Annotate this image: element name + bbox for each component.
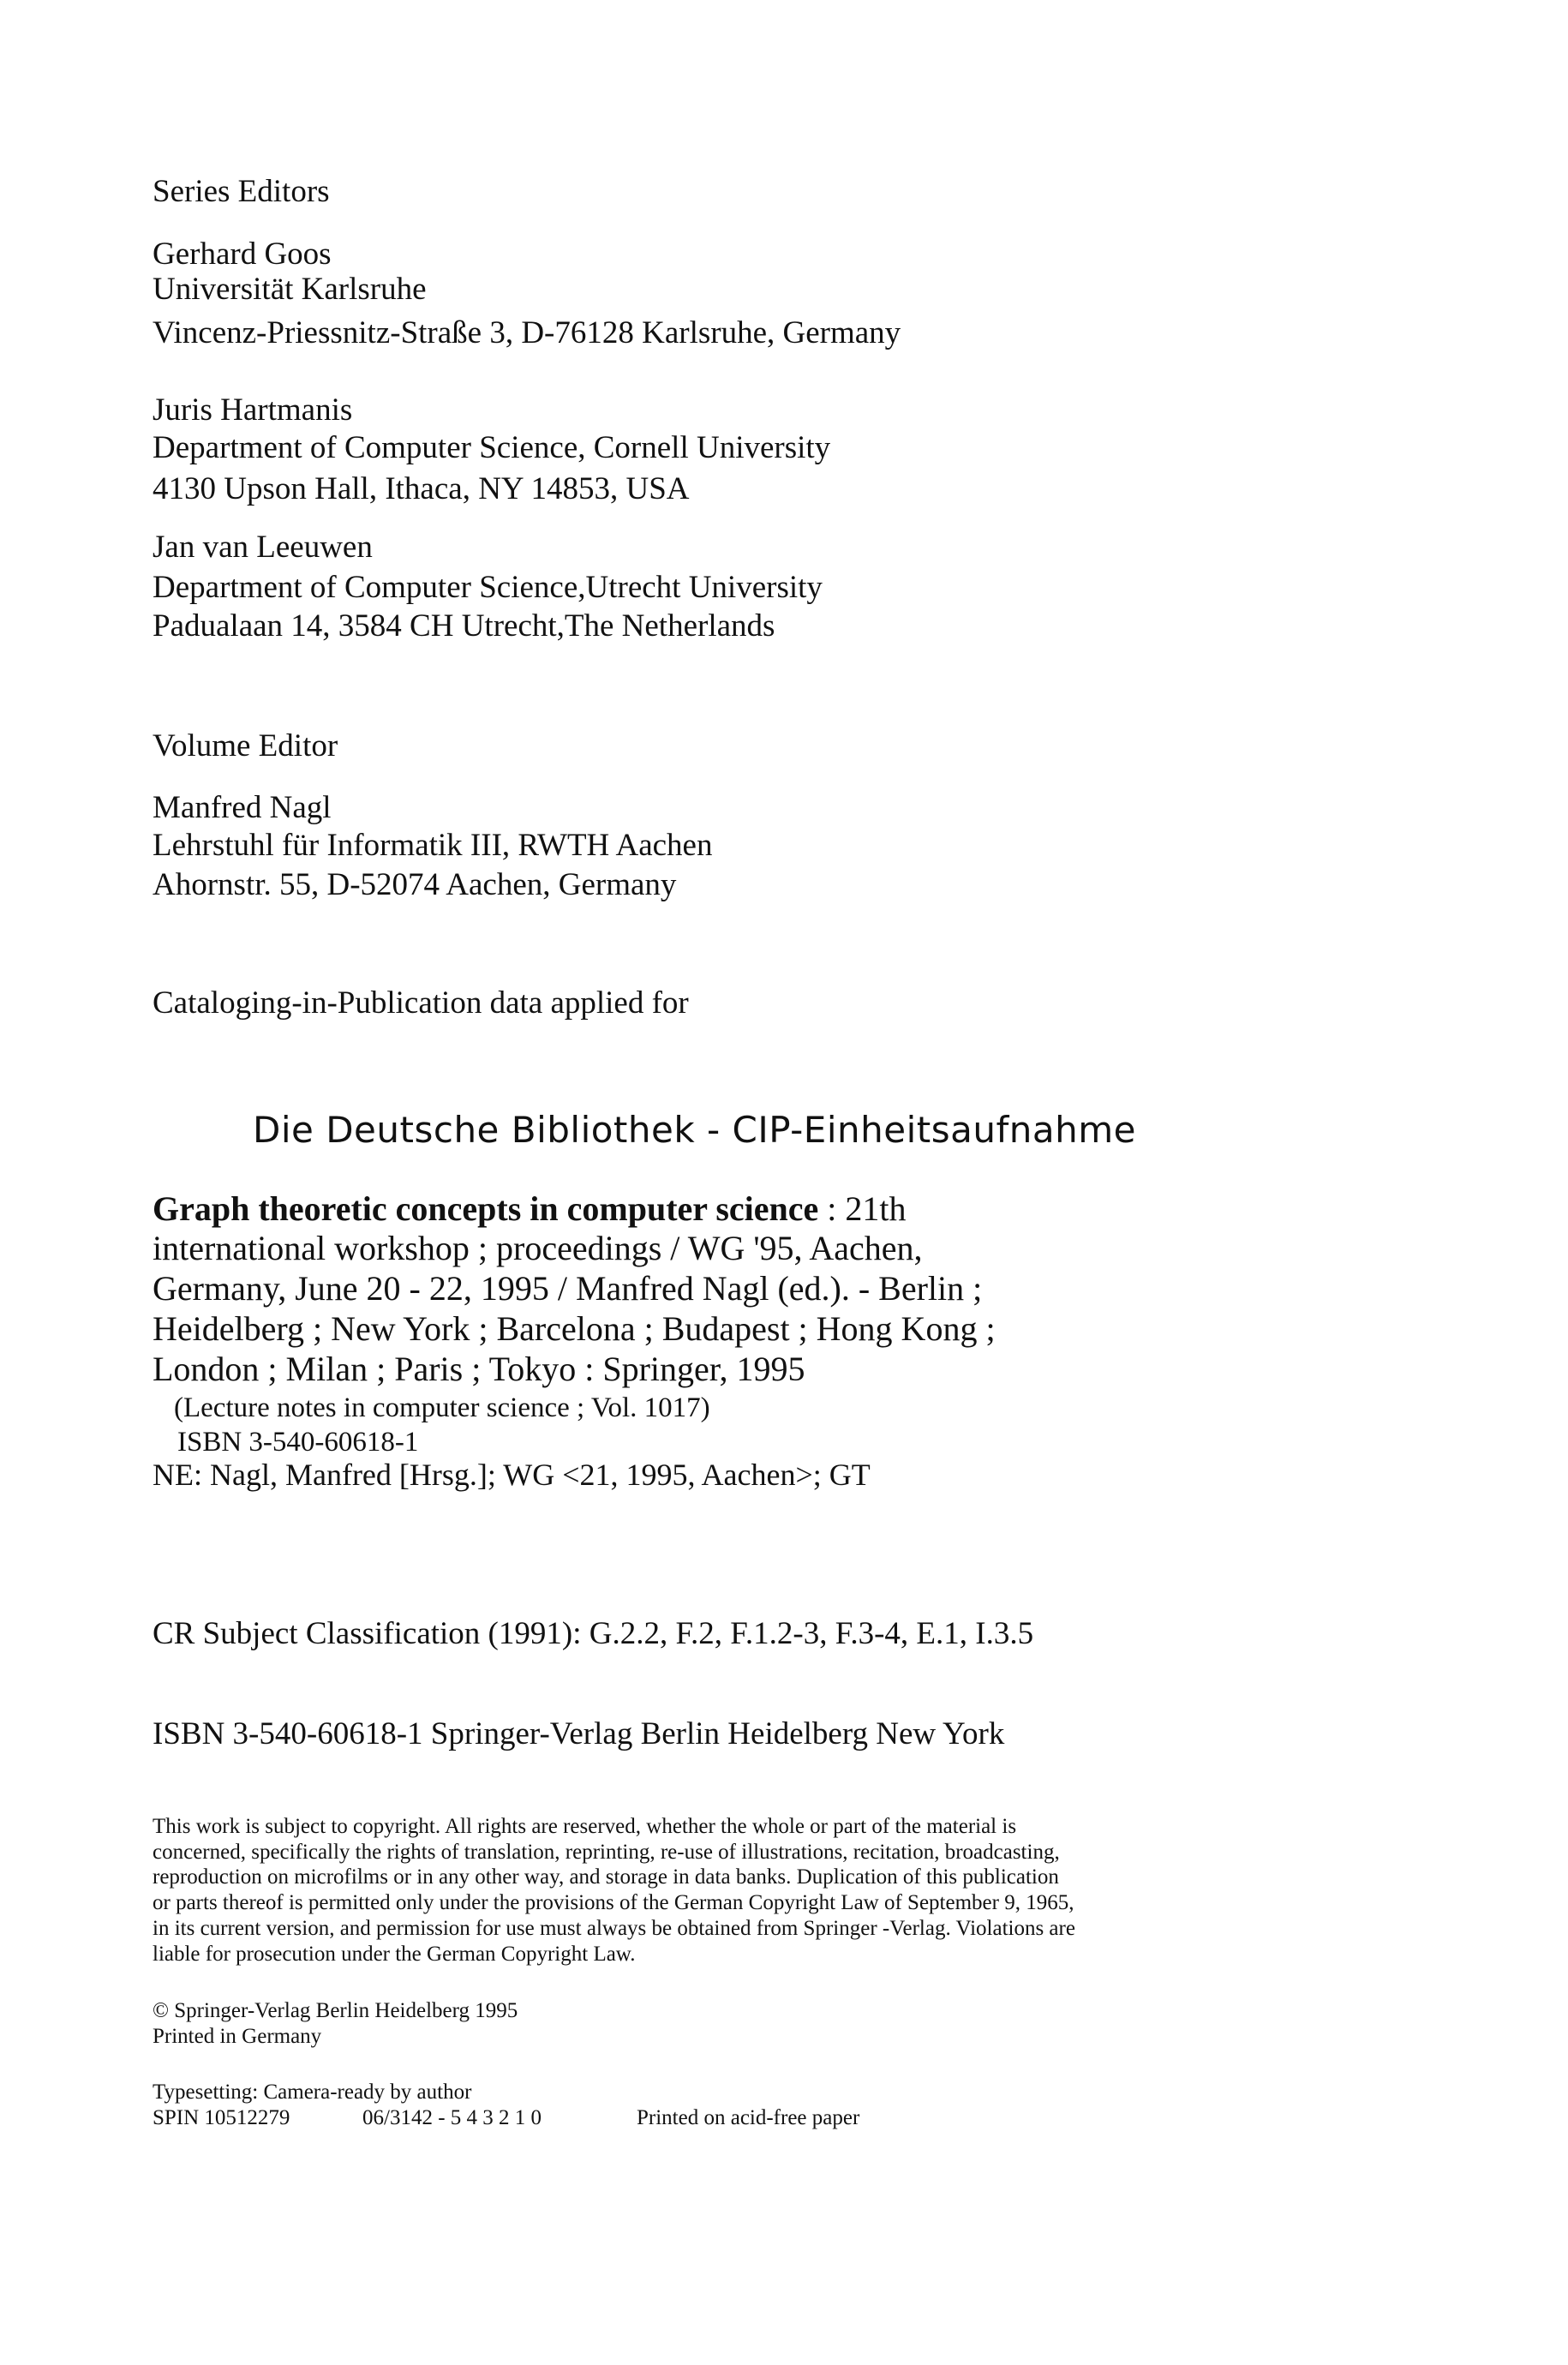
printed-in: Printed in Germany	[153, 2025, 322, 2048]
typesetting-note: Typesetting: Camera-ready by author	[153, 2081, 472, 2104]
isbn-line: ISBN 3-540-60618-1 Springer-Verlag Berlin Heidelberg New York	[153, 1716, 1005, 1751]
cip-line: international workshop ; proceedings / WG '95, Aachen,	[153, 1229, 923, 1267]
volume-editor-address: Ahornstr. 55, D-52074 Aachen, Germany	[153, 867, 677, 902]
copyright-line: © Springer-Verlag Berlin Heidelberg 1995	[153, 1999, 518, 2022]
cataloging-note: Cataloging-in-Publication data applied for	[153, 985, 689, 1021]
cip-title: Graph theoretic concepts in computer science	[153, 1189, 819, 1228]
spin-number: 06/3142 - 5 4 3 2 1 0	[362, 2106, 542, 2129]
editor-affiliation: Universität Karlsruhe	[153, 272, 427, 307]
copyright-notice-line: liable for prosecution under the German Copyright Law.	[153, 1943, 636, 1966]
editor-address: Vincenz-Priessnitz-Straße 3, D-76128 Karlsruhe, Germany	[153, 315, 901, 350]
cip-title-line	[153, 1189, 907, 1228]
cip-series-note: (Lecture notes in computer science ; Vol. 1017)	[174, 1392, 710, 1423]
volume-editor-affiliation: Lehrstuhl für Informatik III, RWTH Aachen	[153, 828, 713, 863]
copyright-notice-line: This work is subject to copyright. All rights are reserved, whether the whole or part of the material is	[153, 1815, 1017, 1838]
editor-name: Juris Hartmanis	[153, 392, 353, 428]
copyright-notice-line: concerned, specifically the rights of translation, reprinting, re-use of illustrations, recitation, broadcasting,	[153, 1841, 1060, 1864]
volume-editor-heading: Volume Editor	[153, 728, 338, 763]
cip-isbn: ISBN 3-540-60618-1	[177, 1427, 419, 1458]
spin-code: SPIN 10512279	[153, 2106, 290, 2129]
cip-line: Heidelberg ; New York ; Barcelona ; Budapest ; Hong Kong ;	[153, 1309, 996, 1348]
editor-name: Gerhard Goos	[153, 236, 332, 272]
editor-address: Padualaan 14, 3584 CH Utrecht,The Netherlands	[153, 608, 775, 644]
editor-address: 4130 Upson Hall, Ithaca, NY 14853, USA	[153, 471, 690, 506]
editor-name: Jan van Leeuwen	[153, 530, 373, 565]
editor-affiliation: Department of Computer Science,Utrecht University	[153, 570, 823, 605]
spin-line	[153, 2107, 859, 2128]
copyright-notice-line: or parts thereof is permitted only under the provisions of the German Copyright Law of September 9, 1965,	[153, 1891, 1074, 1914]
acid-free-paper: Printed on acid-free paper	[637, 2106, 860, 2129]
cip-heading: Die Deutsche Bibliothek - CIP-Einheitsaufnahme	[253, 1109, 1136, 1151]
cip-ne: NE: Nagl, Manfred [Hrsg.]; WG <21, 1995, Aachen>; GT	[153, 1458, 871, 1492]
cip-line: London ; Milan ; Paris ; Tokyo : Springer, 1995	[153, 1350, 805, 1388]
copyright-notice-line: in its current version, and permission for use must always be obtained from Springer -Verlag. Violations are	[153, 1917, 1075, 1940]
volume-editor-name: Manfred Nagl	[153, 790, 332, 825]
series-editors-heading: Series Editors	[153, 174, 330, 209]
copyright-notice-line: reproduction on microfilms or in any other way, and storage in data banks. Duplication of this publication	[153, 1865, 1059, 1889]
cip-line: Germany, June 20 - 22, 1995 / Manfred Nagl (ed.). - Berlin ;	[153, 1269, 983, 1308]
editor-affiliation: Department of Computer Science, Cornell University	[153, 430, 831, 465]
cip-title-suffix: : 21th	[818, 1189, 907, 1228]
cr-classification: CR Subject Classification (1991): G.2.2, F.2, F.1.2-3, F.3-4, E.1, I.3.5	[153, 1616, 1034, 1651]
